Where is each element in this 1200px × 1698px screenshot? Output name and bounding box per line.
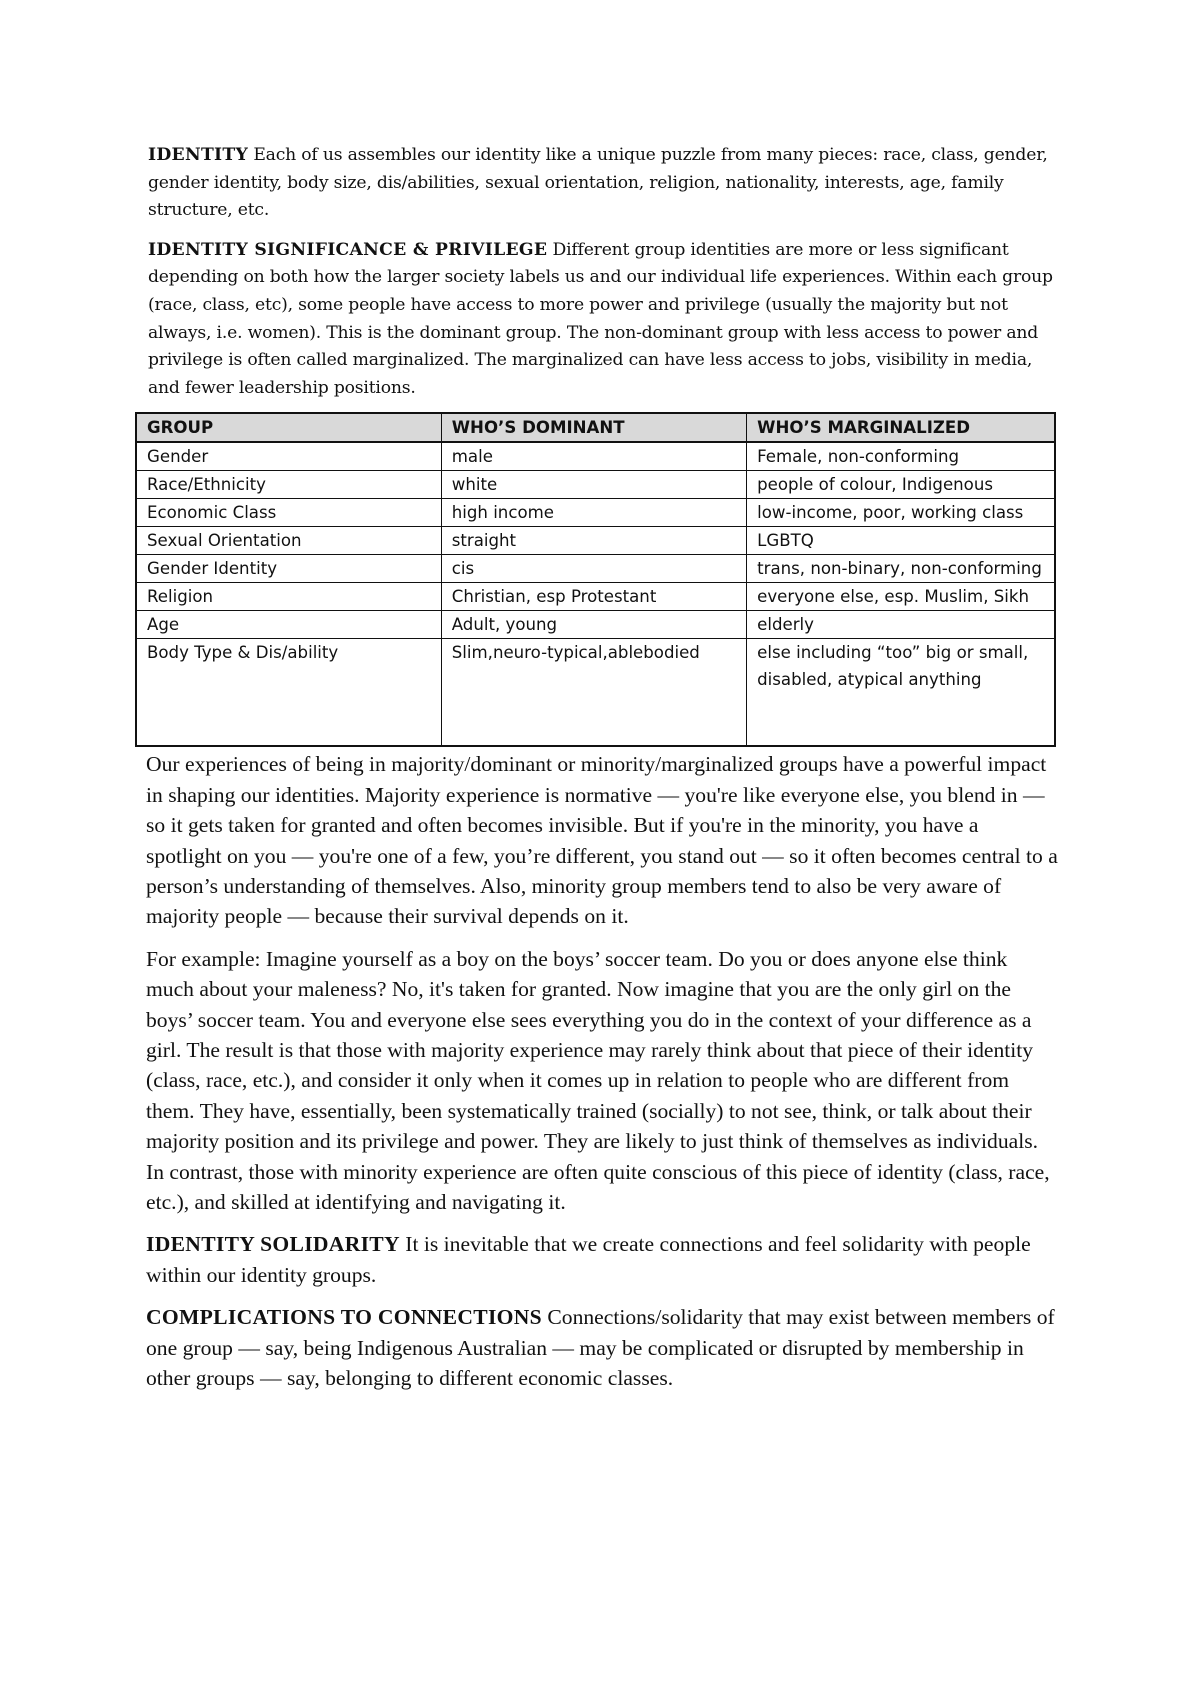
table-row bbox=[136, 611, 1055, 639]
table-row bbox=[136, 471, 1055, 499]
identity-groups-table bbox=[135, 412, 1056, 747]
complications-text: Connections/solidarity that may exist between members of one group — say, being Indigenous Australian — may be complicated or disrupted by membership in other groups — say, belonging to different economic classes. bbox=[146, 1305, 1055, 1391]
cell-group: Gender Identity bbox=[136, 555, 441, 583]
identity-heading: IDENTITY bbox=[148, 145, 249, 165]
table-row bbox=[136, 442, 1055, 471]
cell-marginalized: low-income, poor, working class bbox=[747, 499, 1055, 527]
significance-text: Different group identities are more or less significant depending on both how the larger society labels us and our individual life experiences. Within each group (race, class, etc), some people have access to more power and privilege (usually the majority but not always, i.e. women). This is the dominant group. The non-dominant group with less access to power and privilege is often called marginalized. The marginalized can have less access to jobs, visibility in media, and fewer leadership positions. bbox=[148, 239, 1053, 398]
header-group: GROUP bbox=[136, 413, 441, 442]
table-row bbox=[136, 499, 1055, 527]
cell-marginalized: everyone else, esp. Muslim, Sikh bbox=[747, 583, 1055, 611]
cell-dominant: high income bbox=[441, 499, 746, 527]
header-marginalized: WHO’S MARGINALIZED bbox=[747, 413, 1055, 442]
solidarity-heading: IDENTITY SOLIDARITY bbox=[146, 1232, 400, 1257]
table-row bbox=[136, 583, 1055, 611]
table-header-row bbox=[136, 413, 1055, 442]
cell-marginalized: trans, non-binary, non-conforming bbox=[747, 555, 1055, 583]
cell-marginalized: Female, non-conforming bbox=[747, 442, 1055, 471]
example-text: For example: Imagine yourself as a boy on the boys’ soccer team. Do you or does anyone else think much about your maleness? No, it's taken for granted. Now imagine that you are the only girl on the boys’ soccer team. You and everyone else sees everything you do in the context of your difference as a girl. The result is that those with majority experience may rarely think about that piece of their identity (class, race, etc.), and consider it only when it comes up in relation to people who are different from them. They have, essentially, been systematically trained (socially) to not see, think, or talk about their majority position and its privilege and power. They are likely to just think of themselves as individuals. In contrast, those with minority experience are often quite conscious of this piece of identity (class, race, etc.), and skilled at identifying and navigating it. bbox=[146, 946, 1050, 1215]
identity-paragraph bbox=[148, 142, 1058, 225]
cell-group: Body Type & Dis/ability bbox=[136, 639, 441, 747]
cell-dominant: male bbox=[441, 442, 746, 471]
cell-group: Age bbox=[136, 611, 441, 639]
identity-text: Each of us assembles our identity like a unique puzzle from many pieces: race, class, gender, gender identity, body size, dis/abilities, sexual orientation, religion, nationality, interests, age, family structure, etc. bbox=[148, 145, 1048, 221]
cell-group: Sexual Orientation bbox=[136, 527, 441, 555]
cell-marginalized: people of colour, Indigenous bbox=[747, 471, 1055, 499]
cell-dominant: Christian, esp Protestant bbox=[441, 583, 746, 611]
cell-marginalized: else including “too” big or small, disabled, atypical anything bbox=[747, 639, 1055, 747]
cell-dominant: straight bbox=[441, 527, 746, 555]
experience-text: Our experiences of being in majority/dominant or minority/marginalized groups have a powerful impact in shaping our identities. Majority experience is normative — you're like everyone else, you blend in — so it gets taken for granted and often becomes invisible. But if you're in the minority, you have a spotlight on you — you're one of a few, you’re different, you stand out — so it often becomes central to a person’s understanding of themselves. Also, minority group members tend to also be very aware of majority people — because their survival depends on it. bbox=[146, 752, 1058, 929]
table-row bbox=[136, 555, 1055, 583]
cell-dominant: Adult, young bbox=[441, 611, 746, 639]
significance-heading: IDENTITY SIGNIFICANCE & PRIVILEGE bbox=[148, 239, 548, 260]
cell-group: Economic Class bbox=[136, 499, 441, 527]
cell-dominant: Slim,neuro-typical,ablebodied bbox=[441, 639, 746, 747]
cell-dominant: white bbox=[441, 471, 746, 499]
complications-paragraph bbox=[146, 1302, 1058, 1393]
cell-group: Race/Ethnicity bbox=[136, 471, 441, 499]
solidarity-text: It is inevitable that we create connections and feel solidarity with people within our identity groups. bbox=[146, 1232, 1031, 1287]
complications-heading: COMPLICATIONS TO CONNECTIONS bbox=[146, 1305, 542, 1330]
cell-marginalized: elderly bbox=[747, 611, 1055, 639]
body-text bbox=[146, 749, 1058, 1393]
cell-group: Gender bbox=[136, 442, 441, 471]
cell-marginalized: LGBTQ bbox=[747, 527, 1055, 555]
header-dominant: WHO’S DOMINANT bbox=[441, 413, 746, 442]
table-row bbox=[136, 639, 1055, 747]
significance-paragraph bbox=[148, 237, 1058, 403]
table-row bbox=[136, 527, 1055, 555]
document-page bbox=[148, 142, 1058, 1405]
experience-paragraph bbox=[146, 749, 1058, 931]
cell-group: Religion bbox=[136, 583, 441, 611]
cell-dominant: cis bbox=[441, 555, 746, 583]
example-paragraph bbox=[146, 944, 1058, 1218]
solidarity-paragraph bbox=[146, 1229, 1058, 1290]
